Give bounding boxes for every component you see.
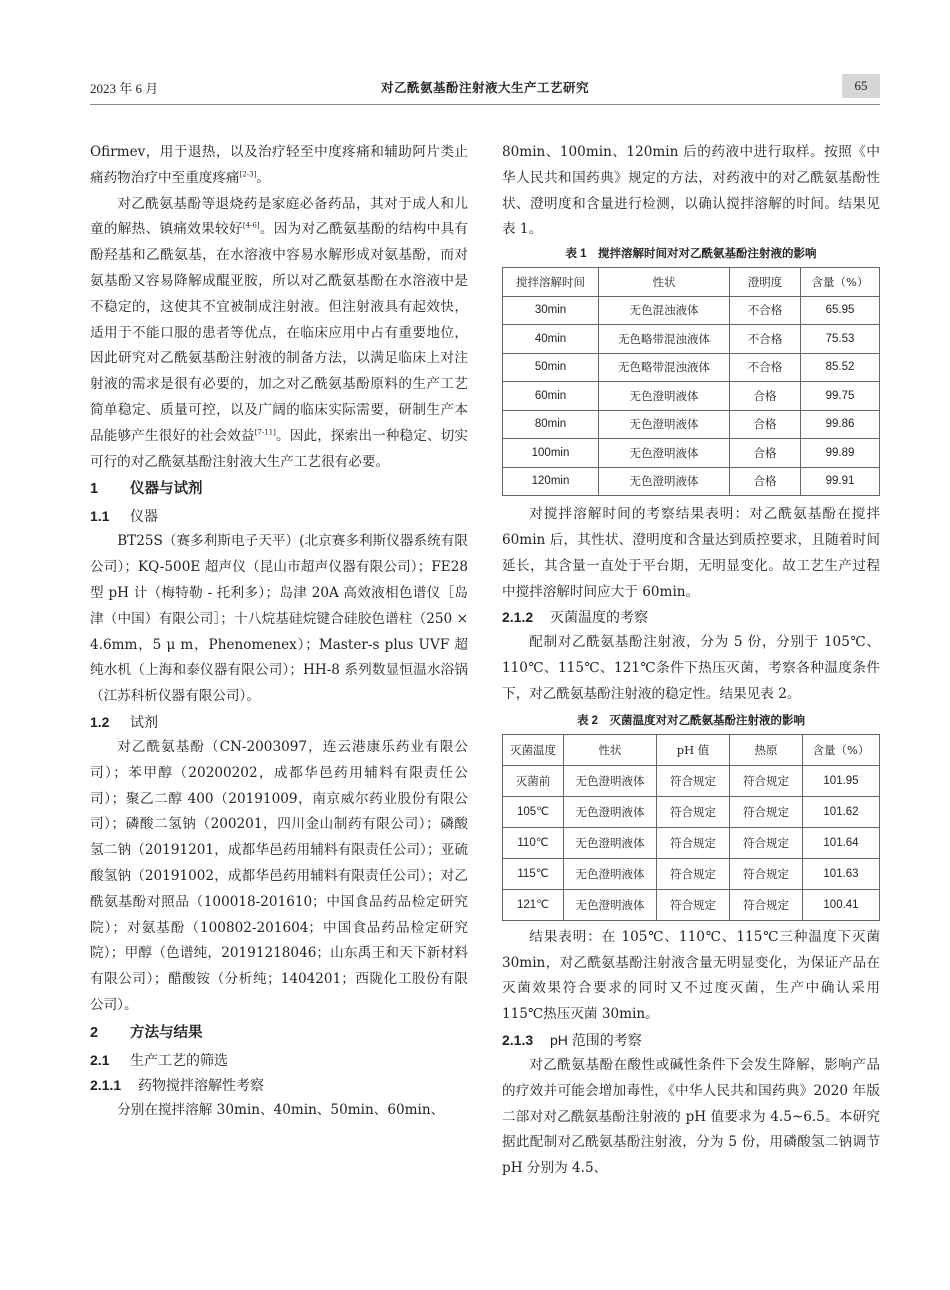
table-cell: 无色澄明液体: [564, 765, 657, 796]
table-cell: 100.41: [803, 889, 880, 920]
text-span: 仪器: [130, 508, 158, 525]
table-cell: 符合规定: [730, 796, 803, 827]
text-span: 。: [256, 169, 270, 186]
table-row: [503, 889, 880, 920]
table-cell: 75.53: [801, 325, 880, 354]
table-cell: 99.89: [801, 439, 880, 468]
section-heading-2-1-2: [502, 605, 880, 630]
table-cell: 无色澄明液体: [564, 889, 657, 920]
table-header-cell: 搅拌溶解时间: [503, 268, 599, 297]
issue-date: 2023 年 6 月: [90, 81, 159, 96]
text-span: 2.1.1: [90, 1076, 122, 1093]
section-heading-2-1: [90, 1048, 468, 1073]
text-span: 2.1.3: [502, 1031, 534, 1048]
paragraph-2: [90, 192, 468, 476]
table-cell: 符合规定: [730, 889, 803, 920]
table-cell: 99.91: [801, 467, 880, 496]
table-row: [503, 765, 880, 796]
paragraph-ph: 对乙酰氨基酚在酸性或碱性条件下会发生降解，影响产品的疗效并可能会增加毒性，《中华人民共和国药典》2020 年版二部对对乙酰氨基酚注射液的 pH 值要求为 4.5~6.5。本研究据此配制对乙酰氨基酚注射液，分为 5 份，用磷酸氢二钠调节 pH 分别为 4.5、: [502, 1056, 880, 1177]
table-row: [503, 382, 880, 411]
table-cell: 符合规定: [657, 796, 730, 827]
text-span: 2: [90, 1024, 99, 1041]
text-span: 1: [90, 481, 99, 498]
table-cell: 65.95: [801, 296, 880, 325]
section-heading-2-1-1: [90, 1073, 468, 1098]
section-heading-1: [90, 477, 468, 502]
text-span: 1.1: [90, 508, 110, 525]
table-row: [503, 467, 880, 496]
text-span: 。因此，探索出一种稳定、切实可行的对乙酰氨基酚注射液大生产工艺很有必要。: [90, 427, 469, 470]
table-header-cell: 灭菌温度: [503, 734, 564, 765]
table-cell: 无色澄明液体: [564, 827, 657, 858]
right-column: [502, 140, 880, 1182]
table-cell: 合格: [730, 410, 801, 439]
table-row: [503, 296, 880, 325]
section-heading-1-1: [90, 504, 468, 529]
text-span: 药物搅拌溶解性考察: [138, 1076, 264, 1093]
citation: [7-11]: [254, 428, 276, 437]
table-cell: 无色略带混浊液体: [599, 353, 730, 382]
table-cell: 101.95: [803, 765, 880, 796]
table-row: [503, 439, 880, 468]
paragraph-stirring-result: 对搅拌溶解时间的考察结果表明：对乙酰氨基酚在搅拌 60min 后，其性状、澄明度和含量达到质控要求，且随着时间延长，其含量一直处于平台期，无明显变化。故工艺生产过程中搅拌溶解时间应大于 60min。: [502, 506, 880, 600]
citation: [4-6]: [242, 221, 260, 230]
table-cell: 合格: [730, 439, 801, 468]
table-cell: 无色澄明液体: [564, 858, 657, 889]
table-cell: 符合规定: [657, 827, 730, 858]
text-span: 生产工艺的筛选: [130, 1051, 228, 1068]
table-cell: 符合规定: [657, 765, 730, 796]
table-row: [503, 410, 880, 439]
table-cell: 121℃: [503, 889, 564, 920]
table-cell: 101.62: [803, 796, 880, 827]
text-span: pH 范围的考察: [550, 1031, 642, 1048]
table-cell: 40min: [503, 325, 599, 354]
table-cell: 无色澄明液体: [599, 410, 730, 439]
table-header-cell: 性状: [599, 268, 730, 297]
table-cell: 99.75: [801, 382, 880, 411]
table-1-caption: 表 1 搅拌溶解时间对对乙酰氨基酚注射液的影响: [565, 248, 817, 261]
table-2: [502, 734, 880, 921]
text-span: 方法与结果: [130, 1024, 203, 1041]
running-title: 对乙酰氨基酚注射液大生产工艺研究: [380, 80, 589, 95]
paragraph-stirring: 分别在搅拌溶解 30min、40min、50min、60min、: [117, 1101, 445, 1118]
table-cell: 100min: [503, 439, 599, 468]
text-span: 2.1: [90, 1051, 110, 1068]
paragraph-instruments: BT25S（赛多利斯电子天平）(北京赛多利斯仪器系统有限公司）；KQ-500E 超声仪（昆山市超声仪器有限公司）；FE28 型 pH 计（梅特勒 - 托利多）；岛津 20A 高效液相色谱仪［岛津（中国）有限公司］；十八烷基硅烷键合硅胶色谱柱（250 × 4.6mm，5 μ m，Phenomenex）；Master-s plus UVF 超纯水机（上海和泰仪器有限公司）；HH-8 系列数显恒温水浴锅（江苏科析仪器有限公司）。: [90, 533, 468, 705]
section-heading-2-1-3: [502, 1028, 880, 1053]
table-cell: 合格: [730, 467, 801, 496]
table-row: [503, 858, 880, 889]
table-cell: 115℃: [503, 858, 564, 889]
text-span: 1.2: [90, 713, 110, 730]
table-cell: 101.64: [803, 827, 880, 858]
table-cell: 符合规定: [657, 858, 730, 889]
table-1: [502, 267, 880, 496]
page-number: 65: [842, 74, 880, 98]
table-row: [503, 827, 880, 858]
header-rule: [90, 104, 880, 105]
table-cell: 不合格: [730, 296, 801, 325]
table-cell: 符合规定: [730, 765, 803, 796]
table-cell: 灭菌前: [503, 765, 564, 796]
table-header-cell: 热原: [730, 734, 803, 765]
left-column: [90, 140, 468, 1124]
paragraph-continued: 80min、100min、120min 后的药液中进行取样。按照《中华人民共和国药典》规定的方法，对药液中的对乙酰氨基酚性状、澄明度和含量进行检测，以确认搅拌溶解的时间。结果见表 1。: [502, 144, 880, 238]
table-cell: 120min: [503, 467, 599, 496]
table-cell: 符合规定: [730, 827, 803, 858]
table-row: [503, 325, 880, 354]
table-cell: 99.86: [801, 410, 880, 439]
table-header-row: [503, 268, 880, 297]
text-span: 。因为对乙酰氨基酚的结构中具有酚羟基和乙酰氨基，在水溶液中容易水解形成对氨基酚，而对氨基酚又容易降解成醌亚胺，所以对乙酰氨基酚在水溶液中是不稳定的，这使其不宜被制成注射液。但注射液具有起效快，适用于不能口服的患者等优点，在临床应用中占有重要地位，因此研究对乙酰氨基酚注射液的制备方法，以满足临床上对注射液的需求是很有必要的，加之对乙酰氨基酚原料的生产工艺简单稳定、质量可控，以及广阔的临床实际需要，研制生产本品能够产生很好的社会效益: [90, 221, 468, 444]
text-span: 对乙酰氨基酚等退烧药是家庭必备药品，其对于成人和儿童的解热、镇痛效果较好: [90, 195, 468, 238]
table-cell: 合格: [730, 382, 801, 411]
table-cell: 101.63: [803, 858, 880, 889]
paragraph-1: [90, 140, 468, 192]
running-header: [90, 78, 880, 102]
table-cell: 110℃: [503, 827, 564, 858]
table-2-caption: 表 2 灭菌温度对对乙酰氨基酚注射液的影响: [576, 714, 806, 727]
paragraph-sterilization: 配制对乙酰氨基酚注射液，分为 5 份，分别于 105℃、110℃、115℃、121℃条件下热压灭菌，考察各种温度条件下，对乙酰氨基酚注射液的稳定性。结果见表 2。: [502, 634, 880, 702]
table-header-cell: 性状: [564, 734, 657, 765]
table-cell: 80min: [503, 410, 599, 439]
paragraph-sterilization-result: 结果表明：在 105℃、110℃、115℃三种温度下灭菌 30min，对乙酰氨基酚注射液含量无明显变化，为保证产品在灭菌效果符合要求的同时又不过度灭菌，生产中确认采用 115℃热压灭菌 30min。: [502, 928, 880, 1023]
table-cell: 60min: [503, 382, 599, 411]
table-cell: 无色澄明液体: [599, 382, 730, 411]
text-span: Ofirmev，用于退热，以及治疗轻至中度疼痛和辅助阿片类止痛药物治疗中至重度疼痛: [90, 144, 468, 186]
table-cell: 无色略带混浊液体: [599, 325, 730, 354]
paragraph-reagents: 对乙酰氨基酚（CN-2003097，连云港康乐药业有限公司）；苯甲醇（20200202，成都华邑药用辅料有限责任公司）；聚乙二醇 400（20191009，南京威尔药业股份有限公司）；磷酸二氢钠（200201，四川金山制药有限公司）；磷酸氢二钠（20191201，成都华邑药用辅料有限责任公司）；亚硫酸氢钠（20191002，成都华邑药用辅料有限责任公司）；对乙酰氨基酚对照品（100018-201610；中国食品药品检定研究院）；对氨基酚（100802-201604；中国食品药品检定研究院）；甲醇（色谱纯，20191218046；山东禹王和天下新材料有限公司）；醋酸铵（分析纯；1404201；西陇化工股份有限公司）。: [90, 738, 468, 1013]
text-span: 2.1.2: [502, 609, 534, 626]
table-header-cell: 含量（%）: [803, 734, 880, 765]
text-span: 仪器与试剂: [130, 481, 203, 498]
table-cell: 85.52: [801, 353, 880, 382]
table-cell: 无色澄明液体: [599, 439, 730, 468]
table-row: [503, 796, 880, 827]
citation: [2-3]: [239, 170, 257, 179]
table-row: [503, 353, 880, 382]
table-cell: 符合规定: [657, 889, 730, 920]
section-heading-1-2: [90, 710, 468, 735]
table-cell: 不合格: [730, 353, 801, 382]
text-span: 灭菌温度的考察: [550, 609, 648, 626]
table-cell: 无色澄明液体: [564, 796, 657, 827]
table-header-cell: pH 值: [657, 734, 730, 765]
table-header-row: [503, 734, 880, 765]
table-cell: 30min: [503, 296, 599, 325]
table-header-cell: 含量（%）: [801, 268, 880, 297]
section-heading-2: [90, 1021, 468, 1046]
table-cell: 50min: [503, 353, 599, 382]
table-header-cell: 澄明度: [730, 268, 801, 297]
text-span: 试剂: [130, 713, 158, 730]
table-cell: 无色混浊液体: [599, 296, 730, 325]
table-cell: 符合规定: [730, 858, 803, 889]
table-cell: 无色澄明液体: [599, 467, 730, 496]
table-cell: 不合格: [730, 325, 801, 354]
table-cell: 105℃: [503, 796, 564, 827]
